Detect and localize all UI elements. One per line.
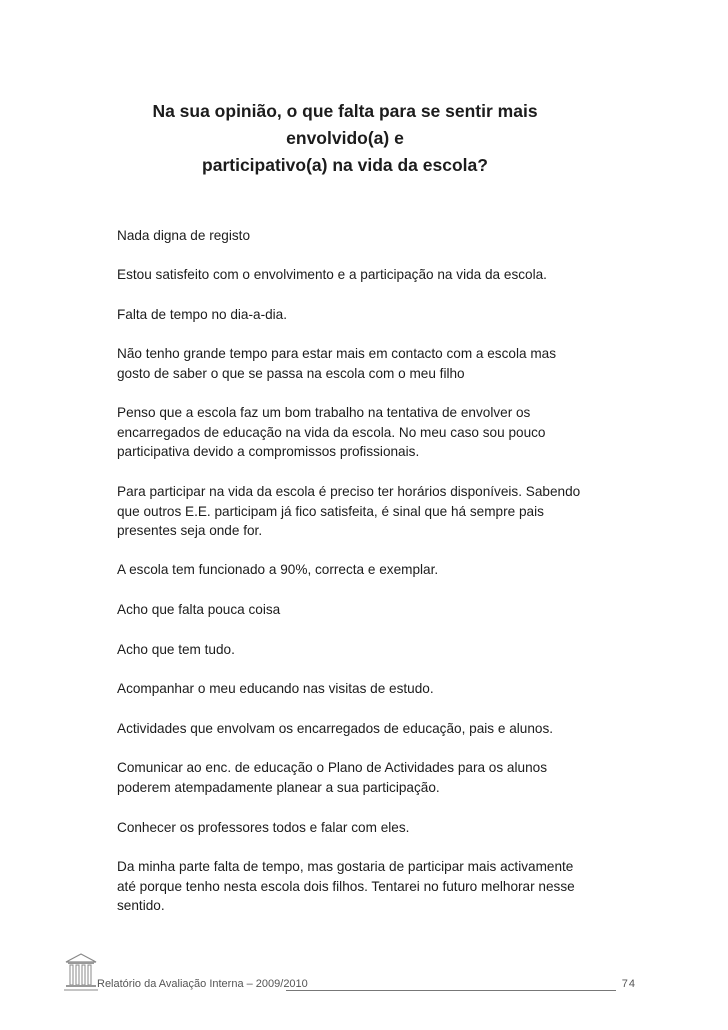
response-item: Actividades que envolvam os encarregados de educação, pais e alunos. xyxy=(117,721,554,736)
response-item: Penso que a escola faz um bom trabalho na tentativa de envolver os encarregados de educação na vida da escola. No meu caso sou pouco participativa devido a compromissos profissionais. xyxy=(117,405,546,459)
response-item: Acho que tem tudo. xyxy=(117,642,235,657)
response-item: Para participar na vida da escola é preciso ter horários disponíveis. Sabendo que outros E.E. participam já fico satisfeita, é sinal que há sempre pais presentes seja onde for. xyxy=(117,484,581,538)
page-footer xyxy=(62,948,642,998)
response-item: Falta de tempo no dia-a-dia. xyxy=(117,307,288,322)
response-item: Acompanhar o meu educando nas visitas de estudo. xyxy=(117,681,434,696)
footer-rule xyxy=(286,990,616,991)
response-item: Conhecer os professores todos e falar com eles. xyxy=(117,820,410,835)
response-item: Da minha parte falta de tempo, mas gostaria de participar mais activamente até porque tenho nesta escola dois filhos. Tentarei no futuro melhorar nesse sentido. xyxy=(117,859,575,913)
school-building-logo-icon xyxy=(62,948,100,996)
response-item: Nada digna de registo xyxy=(117,228,251,243)
response-item: Acho que falta pouca coisa xyxy=(117,602,281,617)
title-line-1: Na sua opinião, o que falta para se sentir mais envolvido(a) e xyxy=(152,101,538,148)
title-line-2: participativo(a) na vida da escola? xyxy=(202,155,488,175)
response-item: A escola tem funcionado a 90%, correcta e exemplar. xyxy=(117,562,439,577)
page-title xyxy=(100,98,590,179)
footer-report-title: Relatório da Avaliação Interna – 2009/2010 xyxy=(97,978,308,990)
response-item: Comunicar ao enc. de educação o Plano de Actividades para os alunos poderem atempadamente planear a sua participação. xyxy=(117,760,547,795)
page-number: 74 xyxy=(621,978,636,990)
response-item: Estou satisfeito com o envolvimento e a participação na vida da escola. xyxy=(117,267,547,282)
response-item: Não tenho grande tempo para estar mais em contacto com a escola mas gosto de saber o que se passa na escola com o meu filho xyxy=(117,346,557,381)
